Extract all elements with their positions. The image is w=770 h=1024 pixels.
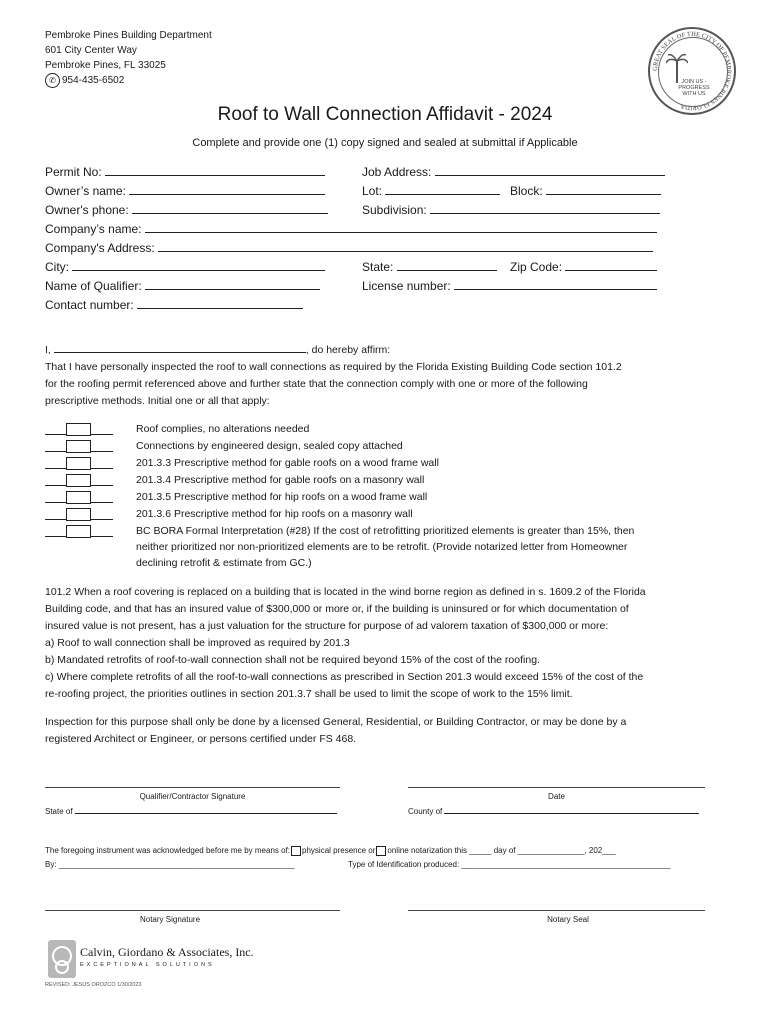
- option-initial-field[interactable]: [45, 474, 113, 486]
- online-notarization-checkbox[interactable]: [376, 846, 386, 856]
- revision-note: REVISED: JESUS OROZCO 1/30/2023: [45, 982, 142, 988]
- option-initial-box[interactable]: [66, 525, 91, 538]
- affirm-text-1: That I have personally inspected the roof to wall connections as required by the Florida Existing Building Code section 101.2: [45, 361, 622, 373]
- option-initial-field[interactable]: [45, 525, 113, 537]
- option-label: Roof complies, no alterations needed: [136, 423, 310, 435]
- section-101-c-cont: re-roofing project, the priorities outlines in section 201.3.7 shall be used to limit the scope of work to the 15% limit.: [45, 688, 573, 700]
- section-101-1: 101.2 When a roof covering is replaced on a building that is located in the wind borne region as defined in s. 1609.2 of the Florida: [45, 586, 646, 598]
- phone-row: [45, 73, 124, 88]
- option-initial-box[interactable]: [66, 491, 91, 504]
- phone-number: 954-435-6502: [62, 75, 125, 87]
- qualifier-name-field[interactable]: Name of Qualifier:: [45, 279, 320, 293]
- option-initial-field[interactable]: [45, 440, 113, 452]
- owners-phone-field[interactable]: Owner's phone:: [45, 203, 328, 217]
- notary-acknowledgement: The foregoing instrument was acknowledged before me by means of: physical presence or online notarization this _____ day of _______________, 202___: [45, 846, 616, 856]
- option-label: 201.3.4 Prescriptive method for gable roofs on a masonry wall: [136, 474, 425, 486]
- job-address-field[interactable]: Job Address:: [362, 165, 665, 179]
- cga-logo-icon: [48, 940, 76, 978]
- section-101-b: b) Mandated retrofits of roof-to-wall connection shall not be required beyond 15% of the cost of the roofing.: [45, 654, 540, 666]
- permit-no-field[interactable]: Permit No:: [45, 165, 325, 179]
- option-label: 201.3.6 Prescriptive method for hip roofs on a masonry wall: [136, 508, 413, 520]
- page-subtitle: Complete and provide one (1) copy signed and sealed at submittal if Applicable: [192, 137, 578, 149]
- option-7-cont-2: declining retrofit & estimate from GC.): [136, 557, 312, 569]
- section-101-3: insured value is not present, has a just valuation for the structure for purpose of ad valorem taxation of $300,000 or more:: [45, 620, 609, 632]
- physical-presence-checkbox[interactable]: [291, 846, 301, 856]
- license-number-field[interactable]: License number:: [362, 279, 657, 293]
- affirm-name-blank[interactable]: [54, 342, 306, 353]
- department-name: Pembroke Pines Building Department: [45, 30, 212, 41]
- notary-seal-line[interactable]: [408, 910, 705, 911]
- option-initial-box[interactable]: [66, 440, 91, 453]
- option-initial-field[interactable]: [45, 491, 113, 503]
- owners-name-field[interactable]: Owner’s name:: [45, 184, 325, 198]
- option-label: 201.3.3 Prescriptive method for gable roofs on a wood frame wall: [136, 457, 439, 469]
- svg-text:GREAT SEAL OF THE CITY OF PEMB: GREAT SEAL OF THE CITY OF PEMBROKE PINES FLORIDA: [651, 30, 733, 112]
- phone-icon: ✆: [45, 73, 60, 88]
- option-initial-field[interactable]: [45, 457, 113, 469]
- inspection-line-1: Inspection for this purpose shall only be done by a licensed General, Residential, or Building Contractor, or may be done by a: [45, 716, 627, 728]
- address-line-1: 601 City Center Way: [45, 45, 137, 56]
- date-label: Date: [548, 792, 565, 801]
- section-101-c: c) Where complete retrofits of all the roof-to-wall connections as prescribed in Section 201.3 would exceed 15% of the cost of the: [45, 671, 644, 683]
- option-initial-field[interactable]: [45, 508, 113, 520]
- option-initial-box[interactable]: [66, 423, 91, 436]
- state-of-field[interactable]: State of: [45, 806, 337, 816]
- city-field[interactable]: City:: [45, 260, 325, 274]
- option-label: 201.3.5 Prescriptive method for hip roofs on a wood frame wall: [136, 491, 428, 503]
- state-field[interactable]: State:: [362, 260, 497, 274]
- notary-by-field[interactable]: By: _____________________________________________________: [45, 860, 295, 869]
- page-title: Roof to Wall Connection Affidavit - 2024: [217, 104, 553, 125]
- inspection-line-2: registered Architect or Engineer, or persons certified under FS 468.: [45, 733, 357, 745]
- contact-number-field[interactable]: Contact number:: [45, 298, 303, 312]
- affirm-text-2: for the roofing permit referenced above and further state that the connection comply with one or more of the following: [45, 378, 588, 390]
- notary-signature-line[interactable]: [45, 910, 340, 911]
- lot-field[interactable]: Lot:: [362, 184, 500, 198]
- block-field[interactable]: Block:: [510, 184, 661, 198]
- option-initial-box[interactable]: [66, 474, 91, 487]
- county-of-field[interactable]: County of: [408, 806, 699, 816]
- option-label: BC BORA Formal Interpretation (#28) If the cost of retrofitting prioritized elements is greater than 15%, then: [136, 525, 635, 537]
- affirm-line: I, , do hereby affirm:: [45, 344, 391, 356]
- qualifier-signature-line[interactable]: [45, 787, 340, 788]
- footer-tagline: EXCEPTIONAL SOLUTIONS: [80, 962, 215, 968]
- subdivision-field[interactable]: Subdivision:: [362, 203, 660, 217]
- identification-type-field[interactable]: Type of Identification produced: _______________________________________________: [348, 860, 671, 869]
- address-line-2: Pembroke Pines, FL 33025: [45, 60, 166, 71]
- notary-signature-label: Notary Signature: [139, 915, 201, 924]
- notary-seal-label: Notary Seal: [547, 915, 589, 924]
- date-line[interactable]: [408, 787, 705, 788]
- seal-motto: JOIN US - PROGRESS WITH US: [678, 79, 710, 97]
- affirm-text-3: prescriptive methods. Initial one or all that apply:: [45, 395, 270, 407]
- option-7-cont-1: neither prioritized nor non-prioritized elements are to be retrofit. (Provide notarized letter from Homeowner: [136, 541, 628, 553]
- section-101-a: a) Roof to wall connection shall be improved as required by 201.3: [45, 637, 350, 649]
- option-initial-box[interactable]: [66, 457, 91, 470]
- section-101-2: Building code, and that has an insured value of $300,000 or more or, if the building is uninsured or for which documentation of: [45, 603, 629, 615]
- option-label: Connections by engineered design, sealed copy attached: [136, 440, 403, 452]
- company-address-field[interactable]: Company's Address:: [45, 241, 653, 255]
- zip-code-field[interactable]: Zip Code:: [510, 260, 657, 274]
- qualifier-signature-label: Qualifier/Contractor Signature: [139, 792, 246, 801]
- footer-company-name: Calvin, Giordano & Associates, Inc.: [80, 945, 254, 959]
- option-initial-box[interactable]: [66, 508, 91, 521]
- company-name-field[interactable]: Company’s name:: [45, 222, 657, 236]
- option-initial-field[interactable]: [45, 423, 113, 435]
- city-seal: [648, 27, 736, 115]
